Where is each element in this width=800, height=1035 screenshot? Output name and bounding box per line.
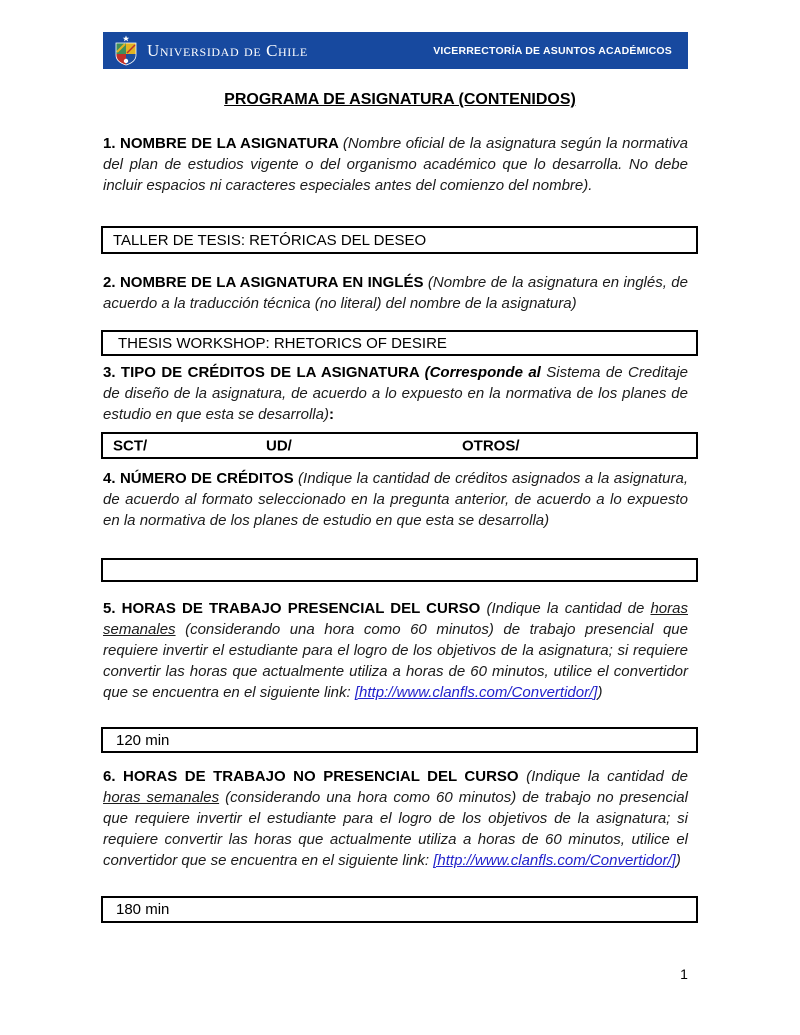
section-2-answer-box (101, 330, 698, 356)
text-run: horas semanales (103, 600, 688, 638)
section-3-credit-type-box (101, 432, 698, 459)
section-5-answer-box (101, 727, 698, 753)
section-6-answer-box (101, 896, 698, 923)
text-run: : (328, 406, 334, 423)
non-contact-hours-value: 180 min (116, 901, 170, 918)
text-run: 2. NOMBRE DE LA ASIGNATURA EN INGLÉS (103, 274, 428, 291)
vicerrectoria-label: VICERRECTORÍA DE ASUNTOS ACADÉMICOS (433, 44, 672, 57)
otros-field-label: OTROS/ (462, 437, 520, 454)
section-4-answer-box (101, 558, 698, 582)
convertidor-link[interactable]: [http://www.clanfls.com/Convertidor/] (354, 684, 598, 701)
text-run: Sistema de Creditaje de diseño de la asignatura, de acuerdo a lo expuesto en la normativa de los planes de estudio en que esta se desarrolla) (103, 364, 689, 423)
course-name-value: TALLER DE TESIS: RETÓRICAS DEL DESEO (113, 231, 427, 249)
text-run: 6. HORAS DE TRABAJO NO PRESENCIAL DEL CURSO (103, 768, 527, 785)
text-run: 1. NOMBRE DE LA ASIGNATURA (103, 135, 343, 152)
text-run: ) (597, 684, 603, 701)
text-run: (Indique la cantidad de créditos asignados a la asignatura, de acuerdo al formato seleccionado en la pregunta anterior, de acuerdo a lo expuesto en la normativa de los planes de estudio en que esta se desarrolla) (103, 470, 688, 529)
sct-field-label: SCT/ (113, 437, 148, 454)
text-run: (Corresponde al (424, 364, 547, 381)
text-run: horas semanales (103, 789, 220, 806)
text-run: (Nombre oficial de la asignatura según la normativa del plan de estudios vigente o del organismo académico que lo desarrolla. No debe incluir espacios ni caracteres especiales antes del comienzo del nombre). (103, 135, 689, 194)
text-run: (Nombre de la asignatura en inglés, de acuerdo a la traducción técnica (no literal) del nombre de la asignatura) (103, 274, 688, 312)
text-run: (Indique la cantidad de (486, 600, 651, 617)
text-run: ) (675, 852, 681, 869)
header-banner (103, 32, 688, 69)
section-2-heading (103, 272, 688, 314)
text-run: (considerando una hora como 60 minutos) de trabajo no presencial que requiere invertir el estudiante para el logro de los objetivos de la asignatura; si requiere convertir las horas que actualmente utiliza a horas de 60 minutos, utilice el convertidor que se encuentra en el siguiente link: (103, 789, 688, 869)
course-name-english-value: THESIS WORKSHOP: RHETORICS OF DESIRE (118, 334, 447, 352)
text-run: 3. TIPO DE CRÉDITOS DE LA ASIGNATURA (103, 364, 425, 381)
section-1-heading (103, 133, 688, 196)
page-title: PROGRAMA DE ASIGNATURA (CONTENIDOS) (224, 91, 576, 108)
section-3-heading (103, 362, 688, 425)
text-run: 5. HORAS DE TRABAJO PRESENCIAL DEL CURSO (103, 600, 487, 617)
text-run: 4. NÚMERO DE CRÉDITOS (103, 470, 299, 487)
text-run: (considerando una hora como 60 minutos) de trabajo presencial que requiere invertir el estudiante para el logro de los objetivos de la asignatura; si requiere convertir las horas que actualmente utiliza a horas de 60 minutos, utilice el convertidor que se encuentra en el siguiente link: (103, 621, 688, 701)
section-6-heading (103, 766, 688, 871)
university-crest-icon (115, 35, 137, 66)
convertidor-link[interactable]: [http://www.clanfls.com/Convertidor/] (433, 852, 676, 869)
page-number: 1 (680, 966, 688, 982)
contact-hours-value: 120 min (116, 731, 170, 749)
text-run: (Indique la cantidad de (526, 768, 689, 785)
section-5-heading (103, 598, 688, 703)
section-1-answer-box (101, 226, 698, 254)
section-4-heading (103, 468, 688, 531)
ud-field-label: UD/ (266, 437, 292, 454)
university-name: Universidad de Chile (147, 40, 308, 60)
